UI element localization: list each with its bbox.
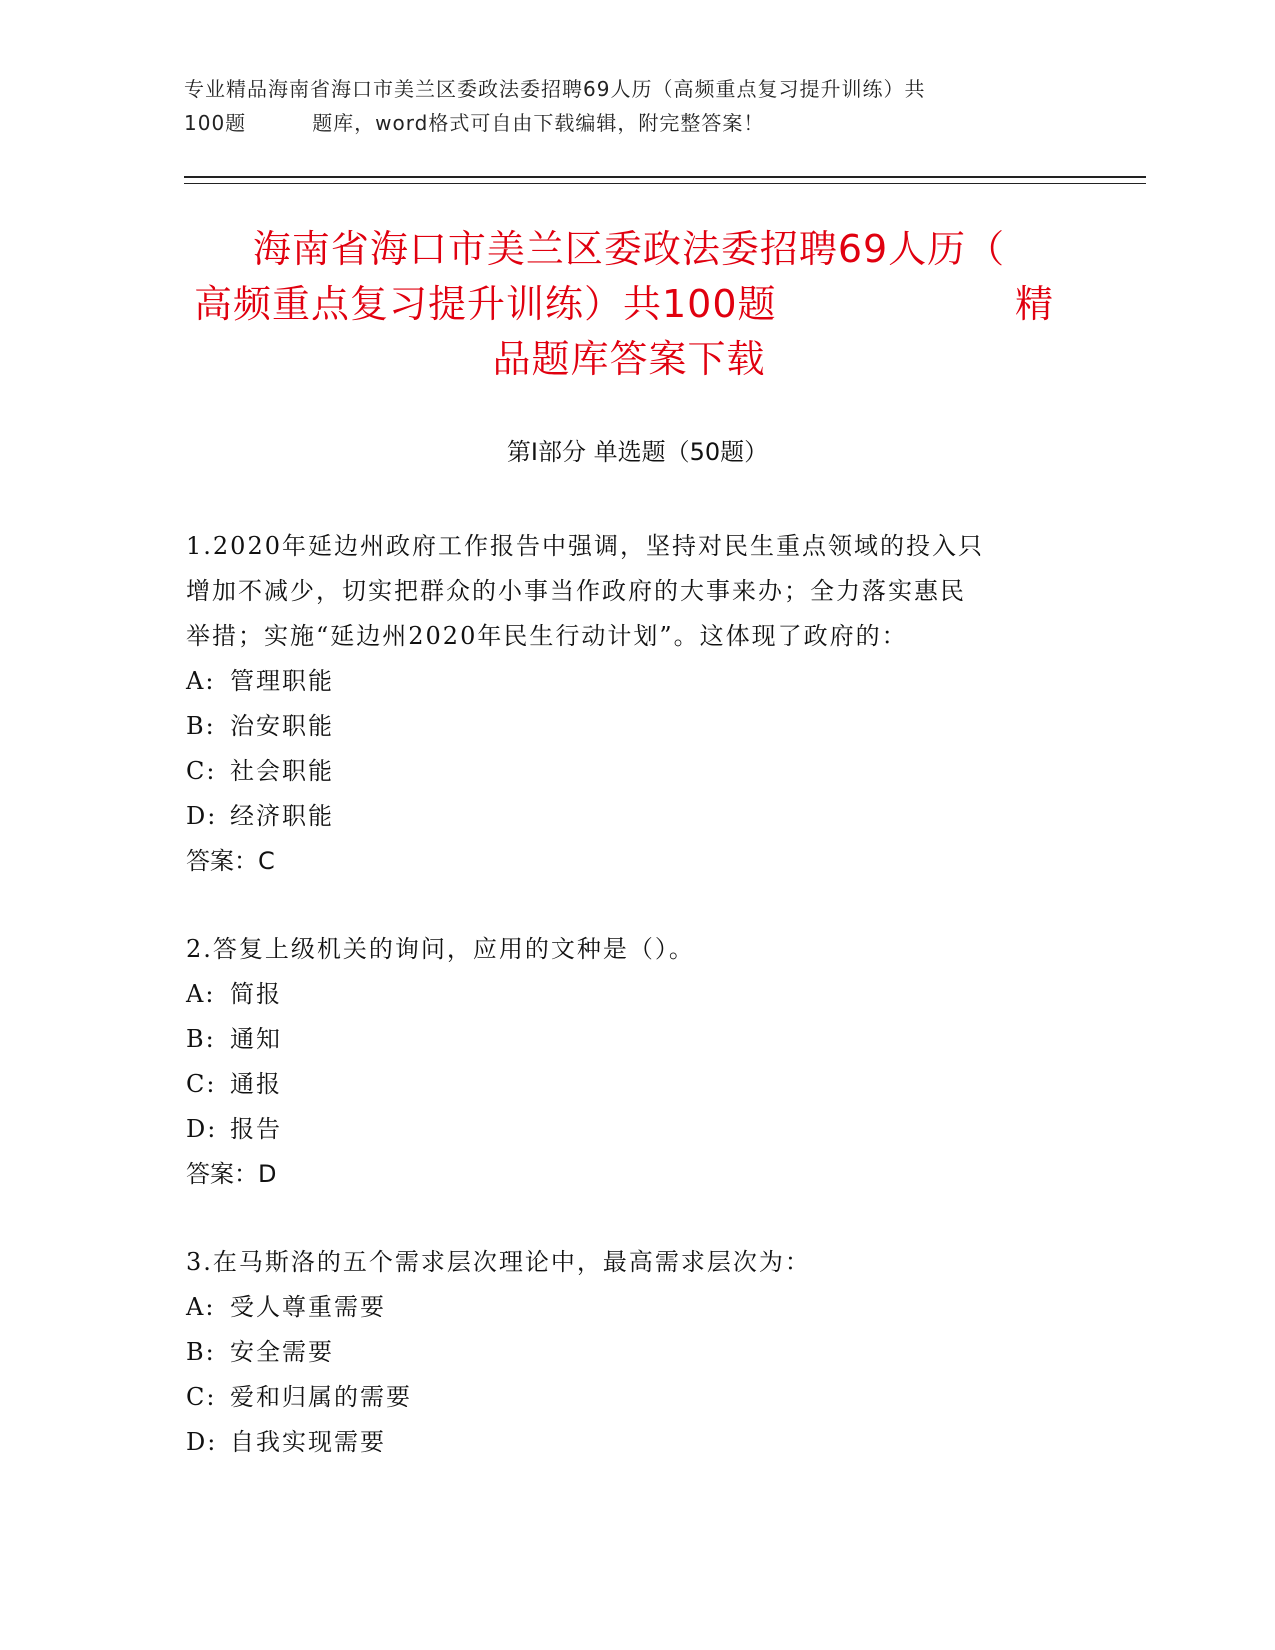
option-text: 简报 — [230, 980, 282, 1008]
document-title-line-1: 海南省海口市美兰区委政法委招聘69人历（ — [252, 227, 1006, 271]
option-item — [186, 659, 1066, 704]
option-letter: C: — [186, 1070, 217, 1098]
option-letter: B: — [186, 1338, 216, 1366]
header-note-line-1: 专业精品海南省海口市美兰区委政法委招聘69人历（高频重点复习提升训练）共 — [184, 77, 926, 101]
question-2 — [186, 927, 1066, 1197]
option-text: 安全需要 — [230, 1338, 334, 1366]
option-text: 自我实现需要 — [230, 1428, 386, 1456]
question-stem-line: 举措；实施“延边州2020年民生行动计划”。这体现了政府的： — [186, 622, 908, 650]
header-note-description: 题库，word格式可自由下载编辑，附完整答案！ — [312, 111, 765, 135]
header-note — [184, 72, 1064, 140]
option-letter: D: — [186, 1428, 218, 1456]
option-text: 受人尊重需要 — [230, 1293, 386, 1321]
header-note-line-2 — [184, 106, 1064, 140]
option-letter: D: — [186, 802, 218, 830]
option-item — [186, 704, 1066, 749]
document-title-line-2-main: 高频重点复习提升训练）共100题 — [194, 282, 777, 326]
option-text: 社会职能 — [230, 757, 334, 785]
option-letter: C: — [186, 757, 217, 785]
question-stem-line: 3.在马斯洛的五个需求层次理论中，最高需求层次为： — [186, 1248, 811, 1276]
answer-label: 答案：D — [186, 1160, 277, 1188]
header-rule-thin — [184, 183, 1146, 184]
option-letter: D: — [186, 1115, 218, 1143]
option-letter: B: — [186, 712, 216, 740]
option-text: 通报 — [230, 1070, 282, 1098]
question-list — [186, 524, 1066, 1508]
question-stem-line: 增加不减少，切实把群众的小事当作政府的大事来办；全力落实惠民 — [186, 577, 966, 605]
document-title — [184, 222, 1074, 387]
document-title-line-2 — [184, 277, 1074, 332]
option-item — [186, 1375, 1066, 1420]
question-3 — [186, 1240, 1066, 1465]
section-title: 第Ⅰ部分 单选题（50题） — [506, 438, 769, 466]
question-stem-line: 2.答复上级机关的询问，应用的文种是（）。 — [186, 935, 695, 963]
question-1 — [186, 524, 1066, 884]
option-text: 通知 — [230, 1025, 282, 1053]
option-item — [186, 1330, 1066, 1375]
option-text: 经济职能 — [230, 802, 334, 830]
option-letter: B: — [186, 1025, 216, 1053]
document-title-line-3: 品题库答案下载 — [492, 337, 766, 381]
option-text: 治安职能 — [230, 712, 334, 740]
option-text: 管理职能 — [230, 667, 334, 695]
header-rule-thick — [184, 176, 1146, 178]
question-stem-line: 1.2020年延边州政府工作报告中强调，坚持对民生重点领域的投入只 — [186, 532, 984, 560]
option-item — [186, 972, 1066, 1017]
option-item — [186, 1017, 1066, 1062]
option-text: 报告 — [230, 1115, 282, 1143]
header-note-count: 100题 — [184, 111, 247, 135]
option-letter: A: — [186, 980, 216, 1008]
option-item — [186, 1062, 1066, 1107]
answer-label: 答案：C — [186, 847, 275, 875]
option-item — [186, 749, 1066, 794]
option-item — [186, 1285, 1066, 1330]
option-letter: C: — [186, 1383, 217, 1411]
option-text: 爱和归属的需要 — [230, 1383, 412, 1411]
option-item — [186, 1420, 1066, 1465]
option-letter: A: — [186, 1293, 216, 1321]
option-item — [186, 794, 1066, 839]
option-letter: A: — [186, 667, 216, 695]
document-title-line-2-end: 精 — [1014, 282, 1054, 326]
option-item — [186, 1107, 1066, 1152]
